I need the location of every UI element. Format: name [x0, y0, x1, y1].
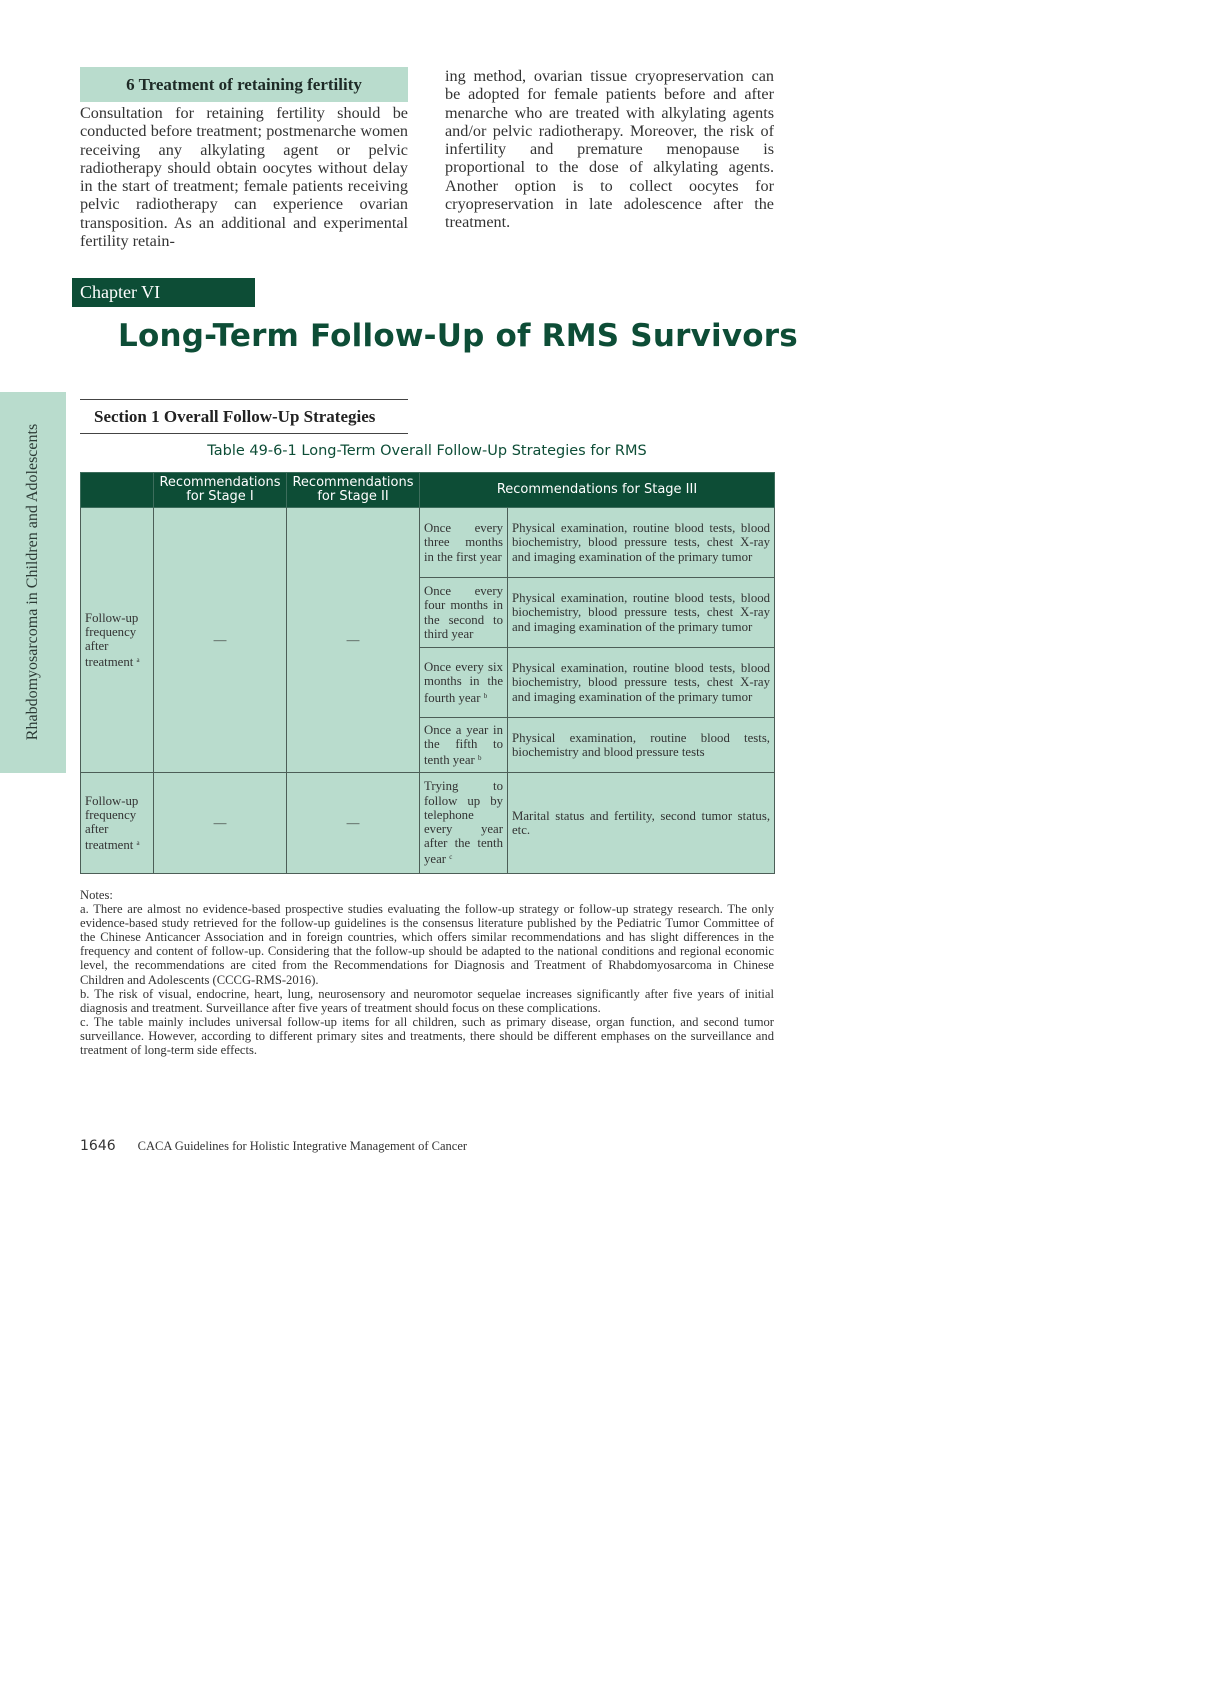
table-row — [81, 773, 775, 874]
items-cell: Physical examination, routine blood tests, biochemistry and blood pressure tests — [508, 718, 775, 773]
header-stage-2: Recommendations for Stage II — [287, 473, 420, 508]
header-empty — [81, 473, 154, 508]
table-header-row — [81, 473, 775, 508]
items-cell: Physical examination, routine blood tests, blood biochemistry, blood pressure tests, chest X-ray and imaging examination of the primary tumor — [508, 578, 775, 648]
items-cell: Physical examination, routine blood tests, blood biochemistry, blood pressure tests, chest X-ray and imaging examination of the primary tumor — [508, 508, 775, 578]
header-stage-1: Recommendations for Stage I — [154, 473, 287, 508]
frequency-cell: Once every six months in the fourth year $^b$ — [420, 648, 508, 718]
stage1-value: — — [154, 773, 287, 874]
fertility-paragraph-left: Consultation for retaining fertility should be conducted before treatment; postmenarche women receiving any alkylating agent or pelvic radiotherapy should obtain oocytes without delay in the start of treatment; female patients receiving pelvic radiotherapy can experience ovarian transposition. As an additional and experimental fertility retain- — [80, 104, 408, 251]
table-row — [81, 508, 775, 578]
notes — [80, 888, 774, 1057]
chapter-label: Chapter VI — [72, 278, 255, 307]
stage1-value: — — [154, 508, 287, 773]
frequency-cell: Once every three months in the first year — [420, 508, 508, 578]
page-number: 1646 — [80, 1138, 116, 1154]
stage2-value: — — [287, 773, 420, 874]
notes-title: Notes: — [80, 888, 113, 902]
subsection-heading-fertility: 6 Treatment of retaining fertility — [80, 67, 408, 102]
frequency-cell: Once every four months in the second to third year — [420, 578, 508, 648]
follow-up-table — [80, 472, 775, 874]
table-caption: Table 49-6-1 Long-Term Overall Follow-Up Strategies for RMS — [207, 443, 647, 459]
note-b: b. The risk of visual, endocrine, heart, lung, neurosensory and neuromotor sequelae increases significantly after five years of initial diagnosis and treatment. Surveillance after five years of treatment should focus on these complications. — [80, 986, 774, 1015]
section-heading: Section 1 Overall Follow-Up Strategies — [80, 399, 408, 434]
footer-text: CACA Guidelines for Holistic Integrative Management of Cancer — [137, 1139, 468, 1153]
row-label-follow-up: Follow-up frequency after treatment $^a$ — [81, 508, 154, 773]
items-cell: Physical examination, routine blood tests, blood biochemistry, blood pressure tests, chest X-ray and imaging examination of the primary tumor — [508, 648, 775, 718]
stage2-value: — — [287, 508, 420, 773]
chapter-title: Long-Term Follow-Up of RMS Survivors — [118, 318, 798, 354]
side-tab-label: Rhabdomyosarcoma in Children and Adolescents — [24, 423, 41, 741]
frequency-cell: Once a year in the fifth to tenth year $^b$ — [420, 718, 508, 773]
page-footer — [80, 1138, 467, 1154]
frequency-cell: Trying to follow up by telephone every year after the tenth year $^c$ — [420, 773, 508, 874]
note-c: c. The table mainly includes universal follow-up items for all children, such as primary disease, organ function, and second tumor surveillance. However, according to different primary sites and treatments, there should be different emphases on the surveillance and treatment of long-term side effects. — [80, 1014, 774, 1058]
note-a: a. There are almost no evidence-based prospective studies evaluating the follow-up strategy or follow-up strategy research. The only evidence-based study retrieved for the follow-up guidelines is the consensus literature published by the Pediatric Tumor Committee of the Chinese Anticancer Association and in foreign countries, which offers similar recommendations and has slight differences in the frequency and content of follow-up. Considering that the follow-up should be adapted to the national conditions and regional economic level, the recommendations are cited from the Recommendations for Diagnosis and Treatment of Rhabdomyosarcoma in Chinese Children and Adolescents (CCCG-RMS-2016). — [80, 902, 774, 987]
header-stage-3: Recommendations for Stage III — [420, 473, 775, 508]
row-label-follow-up: Follow-up frequency after treatment $^a$ — [81, 773, 154, 874]
fertility-paragraph-right: ing method, ovarian tissue cryopreservation can be adopted for female patients before and after menarche who are treated with alkylating agents and/or pelvic radiotherapy. Moreover, the risk of infertility and premature menopause is proportional to the dose of alkylating agents. Another option is to collect oocytes for cryopreservation in late adolescence after the treatment. — [445, 67, 774, 232]
items-cell: Marital status and fertility, second tumor status, etc. — [508, 773, 775, 874]
